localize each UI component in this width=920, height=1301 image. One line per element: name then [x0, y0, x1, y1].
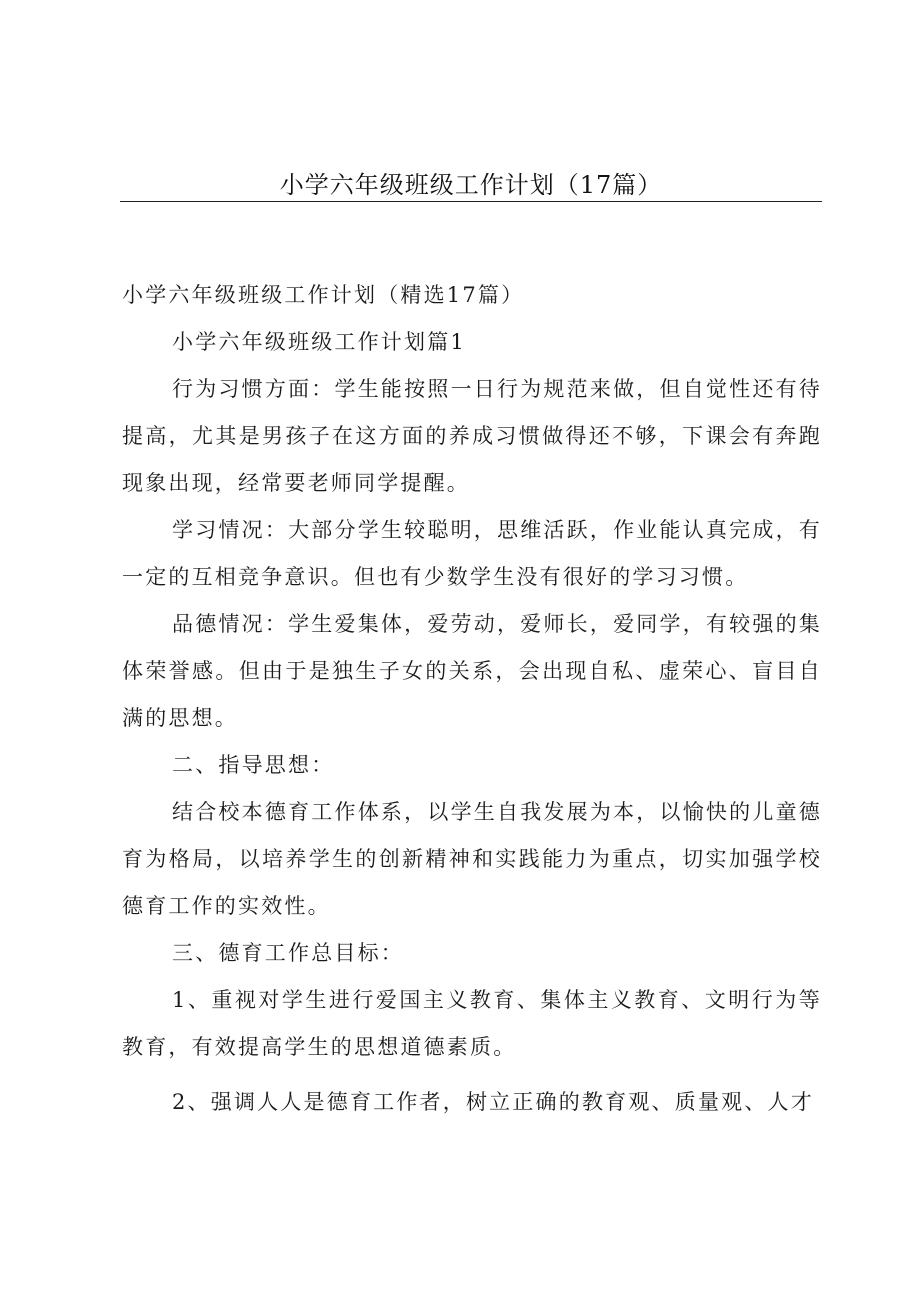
paragraph-goal-2: 2、强调人人是德育工作者，树立正确的教育观、质量观、人才	[172, 1090, 814, 1114]
paragraph-guiding: 结合校本德育工作体系，以学生自我发展为本，以愉快的儿童德育为格局，以培养学生的创新精神和实践能力为重点，切实加强学校德育工作的实效性。	[122, 800, 822, 918]
paragraph-heading-goals: 三、德育工作总目标：	[172, 941, 404, 965]
document-title: 小学六年级班级工作计划（17篇）	[279, 171, 663, 199]
paragraph-subtitle: 小学六年级班级工作计划（精选17篇）	[122, 283, 525, 307]
paragraph-heading-guiding: 二、指导思想：	[172, 753, 335, 777]
title-underline	[120, 201, 822, 202]
paragraph-morality: 品德情况：学生爱集体，爱劳动，爱师长，爱同学，有较强的集体荣誉感。但由于是独生子女的关系，会出现自私、虚荣心、盲目自满的思想。	[122, 612, 822, 730]
paragraph-section-heading: 小学六年级班级工作计划篇1	[172, 330, 466, 354]
paragraph-goal-1: 1、重视对学生进行爱国主义教育、集体主义教育、文明行为等教育，有效提高学生的思想道德素质。	[122, 988, 822, 1059]
document-body	[122, 272, 822, 1126]
paragraph-study: 学习情况：大部分学生较聪明，思维活跃，作业能认真完成，有一定的互相竞争意识。但也有少数学生没有很好的学习习惯。	[122, 518, 822, 589]
paragraph-behavior: 行为习惯方面：学生能按照一日行为规范来做，但自觉性还有待提高，尤其是男孩子在这方面的养成习惯做得还不够，下课会有奔跑现象出现，经常要老师同学提醒。	[122, 377, 822, 495]
